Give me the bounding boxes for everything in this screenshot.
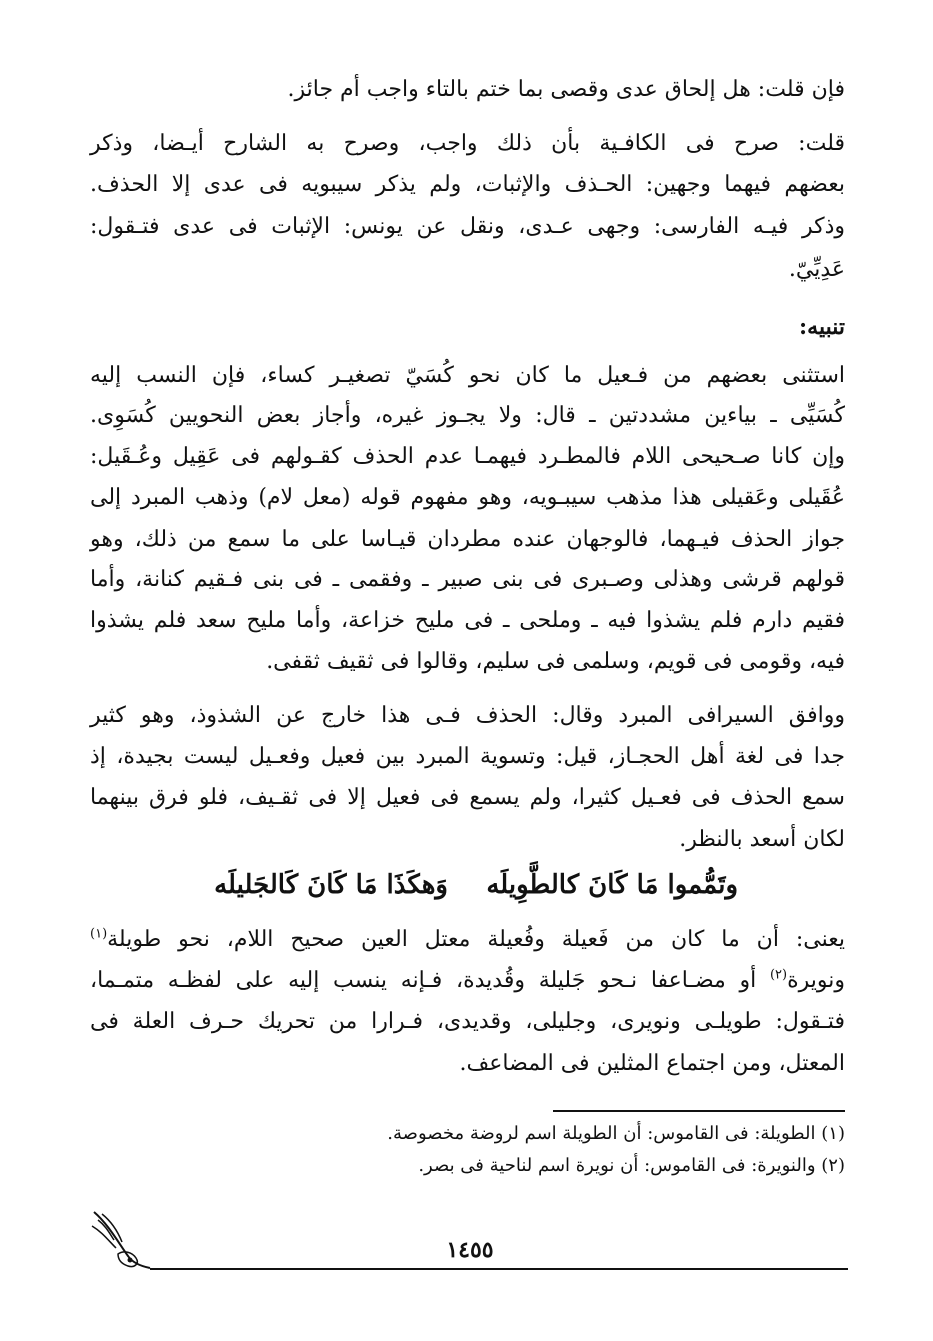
- text-line: [90, 967, 845, 995]
- text-line: وإن كانا صـحيحى اللام فالمطـرد فيهمـا عدم الحذف كقـولهم فى عَقِيل وعُـقَيل:: [90, 444, 845, 469]
- text-line: وذكر فيـه الفارسى: وجهى عـدى، ونقل عن يونس: الإثبات فى عدى فتـقول:: [90, 214, 845, 239]
- bottom-divider: [150, 1268, 848, 1270]
- text-line: عَدِيِّيّ.: [788, 257, 845, 282]
- quill-ornament-icon: [88, 1206, 152, 1272]
- verse-first-hemistich: وتَمُّموا مَا كَانَ كالطَّوِيلَه: [486, 870, 738, 900]
- text-line: قلت: صرح فى الكافـية بأن ذلك واجب، وصرح به الشارح أيـضا، وذكر: [90, 131, 845, 156]
- text-line: لكان أسعد بالنظر.: [679, 827, 845, 852]
- text-line: جواز الحذف فيـهما، فالوجهان عنده مطردان قيـاسا على ما سمع من ذلك، وهو: [90, 527, 845, 552]
- text-line: بعضهم فيهما وجهين: الحـذف والإثبات، ولم يذكر سيبويه فى عدى إلا الحذف.: [90, 172, 845, 197]
- footnote-marker: (١): [90, 926, 108, 942]
- text-line: فقيم دارم فلم يشذوا فيه ـ وملحى ـ فى مليح خزاعة، وأما مليح سعد فلم يشذوا: [90, 608, 845, 633]
- text-fragment: ونويرة: [787, 968, 845, 993]
- text-line: [90, 926, 845, 954]
- text-line: فإن قلت: هل إلحاق عدى وقصى بما ختم بالتاء واجب أم جائز.: [287, 77, 845, 102]
- footnote-divider: [553, 1110, 845, 1112]
- footnote: (٢) والنويرة: فى القاموس: أن نويرة اسم لناحية فى بصر.: [418, 1155, 845, 1176]
- footnote-marker: (٢): [769, 967, 788, 983]
- verse-second-hemistich: وَهكَذَا مَا كَانَ كَالجَليلَه: [214, 870, 448, 900]
- text-line: سمع الحذف فى فعـيل كثيرا، ولم يسمع فى فعيل إلا فى ثقـيف، فلو فرق بينهما: [90, 785, 845, 810]
- text-line: استثنى بعضهم من فـعيل ما كان نحو كُسَيّ تصغيـر كساء، فإن النسب إليه: [90, 363, 845, 388]
- text-line: المعتل، ومن اجتماع المثلين فى المضاعف.: [459, 1051, 845, 1076]
- section-heading: تنبيه:: [799, 314, 845, 340]
- text-line: فيه، وقومى فى قويم، وسلمى فى سليم، وقالوا فى ثقيف ثقفى.: [266, 649, 845, 674]
- text-fragment: يعنى: أن ما كان من فَعيلة وفُعيلة معتل العين صحيح اللام، نحو طويلة: [107, 927, 845, 952]
- text-fragment: أو مضـاعفا نـحو جَليلة وقُديدة، فـإنه ينسب إليه على لفظـه متمـما،: [90, 968, 757, 993]
- text-line: قولهم قرشى وهذلى وصـبرى فى بنى صبير ـ وفقمى ـ فى بنى فـقيم كنانة، وأما: [90, 567, 845, 592]
- footnote: (١) الطويلة: فى القاموس: أن الطويلة اسم لروضة مخصوصة.: [387, 1123, 845, 1144]
- text-line: فتـقول: طويلـى ونويرى، وجليلى، وقديدى، فـرارا من تحريك حـرف العلة فى: [90, 1009, 845, 1034]
- text-line: عُقَيلى وعَقيلى هذا مذهب سيبـويه، وهو مفهوم قوله (معل لام) وذهب المبرد إلى: [90, 485, 845, 510]
- text-line: ووافق السيرافى المبرد وقال: الحذف فـى هذا خارج عن الشذوذ، وهو كثير: [90, 703, 845, 728]
- page-number: ١٤٥٥: [446, 1237, 494, 1263]
- text-line: جدا فى لغة أهل الحجـاز، قيل: وتسوية المبرد بين فعيل وفعـيل ليست بجيدة، إذ: [90, 744, 845, 769]
- text-line: كُسَيِّى ـ بياءين مشددتين ـ قال: ولا يجـوز غيره، وأجاز بعض النحويين كُسَوِى.: [90, 403, 845, 428]
